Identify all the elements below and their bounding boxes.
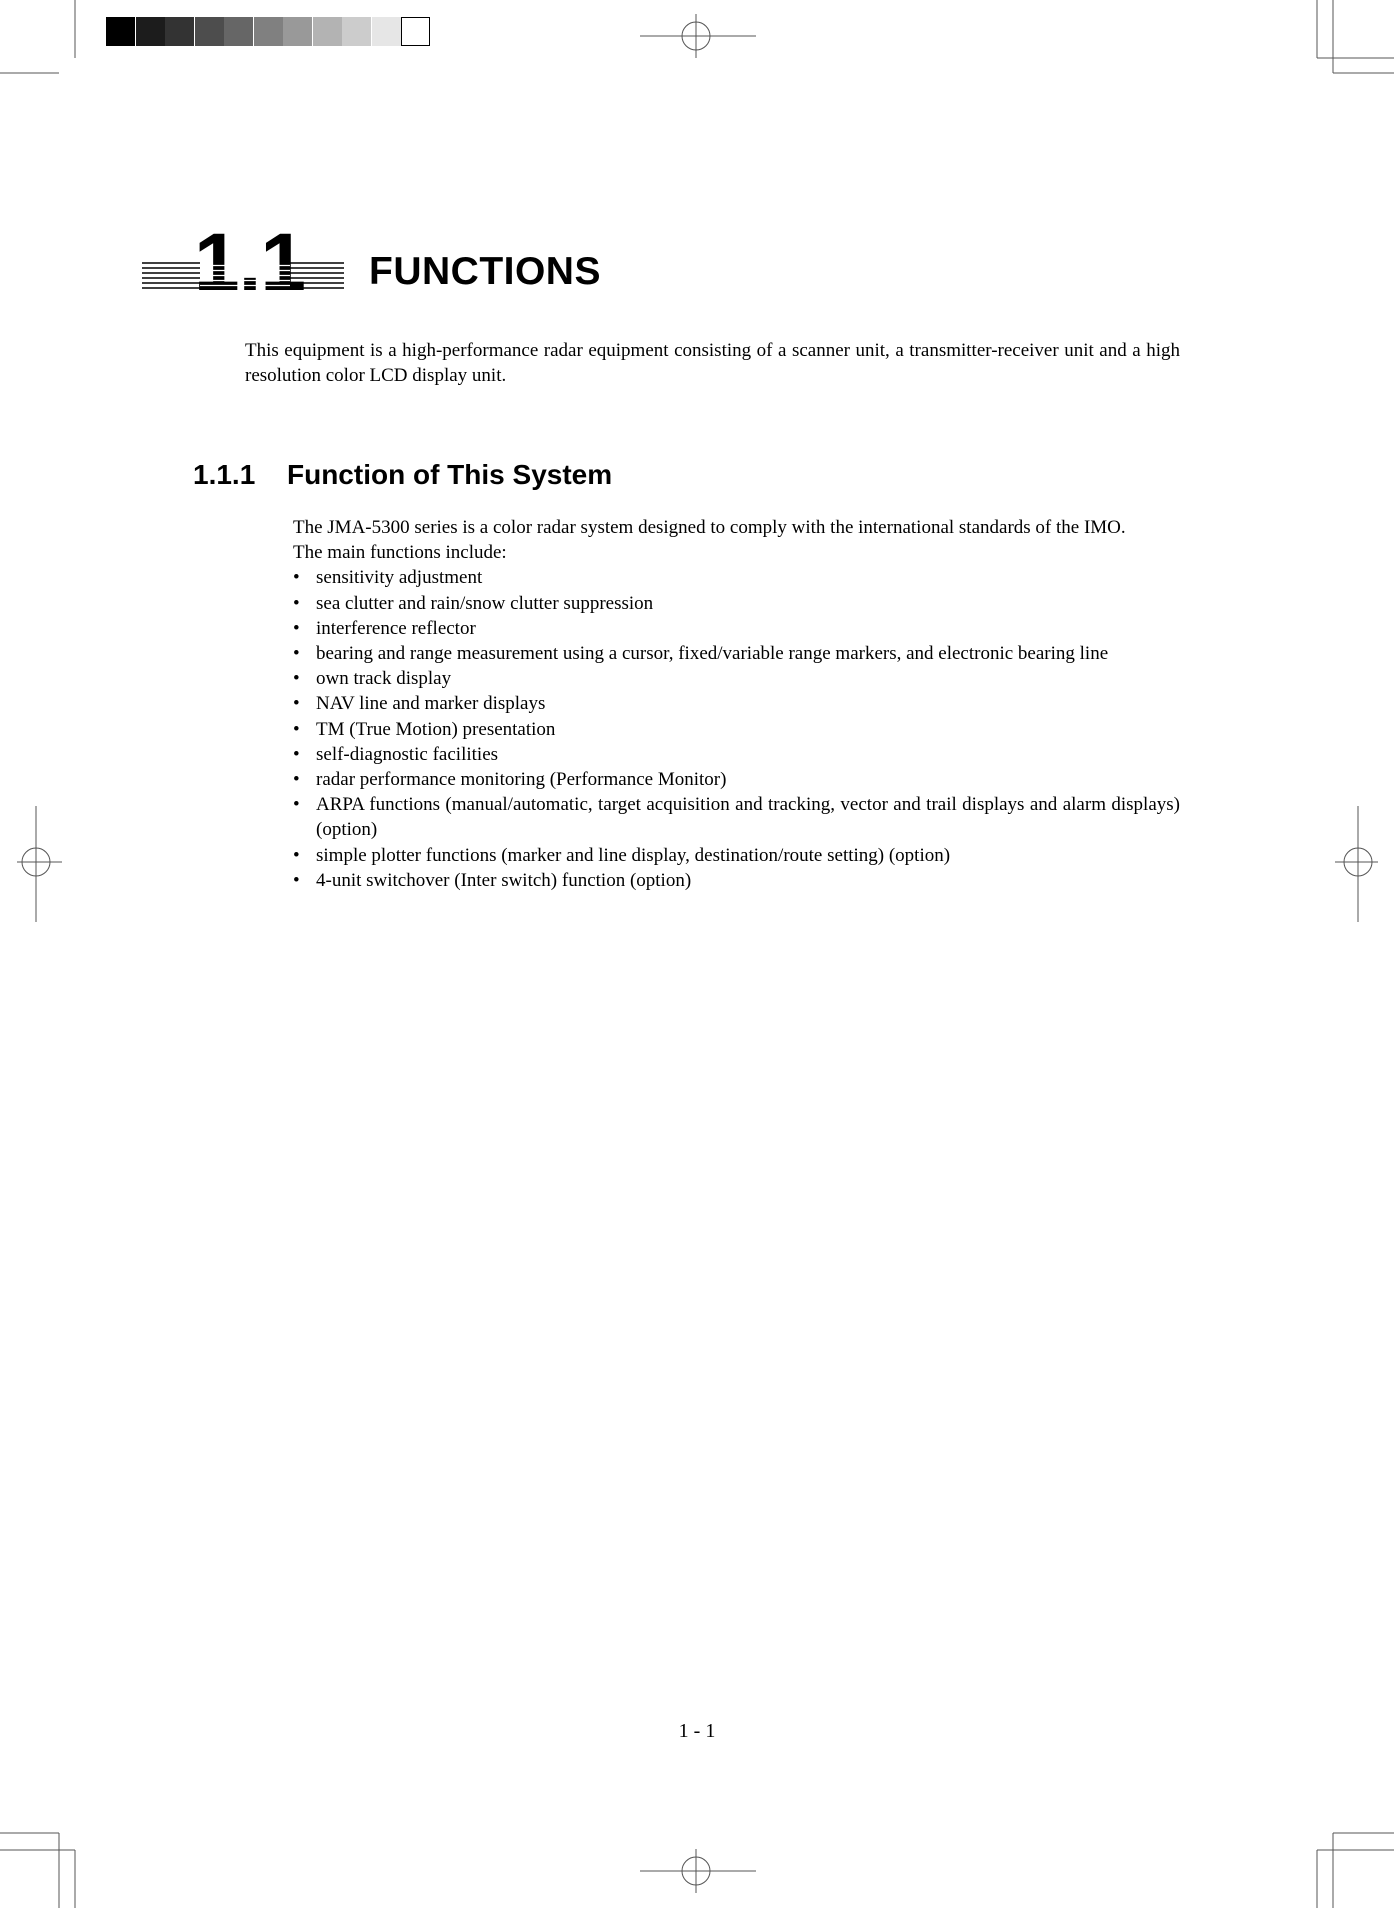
bullet-icon: • [293, 567, 300, 589]
bullet-icon: • [293, 794, 300, 816]
function-list [293, 565, 1180, 893]
bullet-icon: • [293, 718, 300, 740]
crop-mark-bottom-right [1317, 1833, 1394, 1908]
list-item [293, 717, 1180, 742]
list-item-text: NAV line and marker displays [316, 693, 546, 715]
list-item-text: bearing and range measurement using a cursor, fixed/variable range markers, and electronic bearing line [316, 643, 1109, 665]
list-item-text: self-diagnostic facilities [316, 743, 499, 765]
list-item [293, 666, 1180, 691]
registration-target-right [1335, 806, 1378, 922]
chapter-number-block [140, 217, 345, 308]
list-item [293, 691, 1180, 716]
list-item-text: ARPA functions (manual/automatic, target acquisition and tracking, vector and trail displays and alarm displays) (option) [316, 794, 1180, 841]
list-item [293, 792, 1180, 842]
intro-paragraph: This equipment is a high-performance radar equipment consisting of a scanner unit, a transmitter-receiver unit and a high resolution color LCD display unit. [245, 340, 1180, 386]
registration-target-bottom [640, 1849, 756, 1893]
registration-target-left [17, 806, 62, 922]
crop-mark-top-left [0, 0, 75, 73]
list-item-text: simple plotter functions (marker and line display, destination/route setting) (option) [316, 844, 951, 866]
bullet-icon: • [293, 743, 300, 765]
list-item [293, 868, 1180, 893]
crop-mark-bottom-left [0, 1833, 75, 1908]
section-paragraph: The main functions include: [293, 542, 507, 564]
list-item-text: interference reflector [316, 617, 476, 639]
section-body [293, 515, 1180, 893]
page-number: 1 - 1 [678, 1720, 716, 1742]
bullet-icon: • [293, 643, 300, 665]
bullet-icon: • [293, 693, 300, 715]
chapter-heading [140, 217, 740, 308]
list-item [293, 591, 1180, 616]
crop-mark-top-right [1317, 0, 1394, 73]
list-item [293, 843, 1180, 868]
bullet-icon: • [293, 617, 300, 639]
section-paragraph: The JMA-5300 series is a color radar system designed to comply with the international standards of the IMO. [293, 517, 1126, 538]
list-item [293, 742, 1180, 767]
list-item [293, 767, 1180, 792]
chapter-title: FUNCTIONS [369, 250, 601, 293]
list-item-text: sensitivity adjustment [316, 567, 483, 589]
bullet-icon: • [293, 592, 300, 614]
list-item-text: radar performance monitoring (Performance Monitor) [316, 769, 727, 791]
section-title: Function of This System [287, 459, 613, 490]
section-heading [193, 458, 612, 492]
list-item [293, 565, 1180, 590]
registration-target-top [640, 14, 756, 58]
section-number: 1.1.1 [193, 459, 256, 490]
list-item-text: own track display [316, 668, 452, 690]
bullet-icon: • [293, 668, 300, 690]
chapter-number: 1.1 [194, 217, 305, 308]
bullet-icon: • [293, 844, 300, 866]
bullet-icon: • [293, 869, 300, 891]
bullet-icon: • [293, 769, 300, 791]
list-item [293, 616, 1180, 641]
list-item-text: sea clutter and rain/snow clutter suppression [316, 592, 654, 614]
list-item [293, 641, 1180, 666]
list-item-text: 4-unit switchover (Inter switch) function (option) [316, 869, 692, 891]
list-item-text: TM (True Motion) presentation [316, 718, 556, 740]
chapter-number-overlay-rules [140, 228, 345, 308]
